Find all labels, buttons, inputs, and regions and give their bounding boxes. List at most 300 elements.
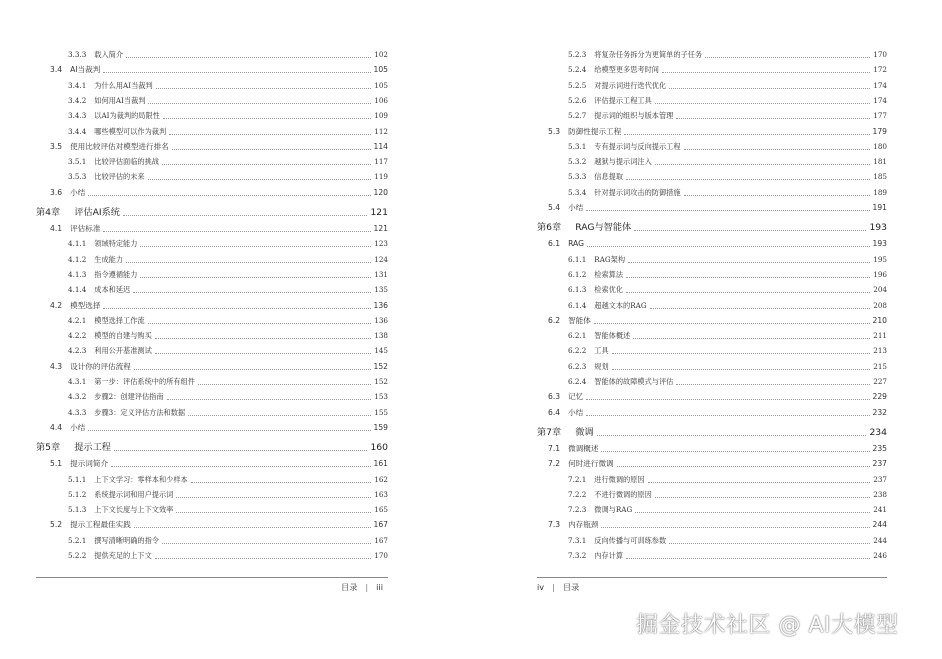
footer-left: 目录 | iii xyxy=(341,582,383,592)
toc-entry-number: 3.5.1 xyxy=(68,157,87,167)
toc-entry-number: 7.2 xyxy=(548,459,561,469)
toc-entry-page: 170 xyxy=(873,50,887,59)
toc-leader-dots xyxy=(133,292,371,293)
toc-leader-dots xyxy=(126,262,371,263)
toc-leader-dots xyxy=(684,149,871,150)
toc-subsection-entry xyxy=(568,297,887,311)
toc-leader-dots xyxy=(176,512,371,513)
toc-entry-number: 5.3.3 xyxy=(568,172,587,182)
toc-entry-number: 3.5.3 xyxy=(68,172,87,182)
toc-entry-title: 越狱与提示词注入 xyxy=(594,157,652,167)
toc-entry-title: 超越文本的RAG xyxy=(594,300,647,310)
toc-leader-dots xyxy=(626,558,870,559)
toc-entry-title: 内存瓶颈 xyxy=(568,520,599,530)
toc-entry-title: 模型选择 xyxy=(70,300,101,310)
toc-entry-title: 进行微调的原因 xyxy=(594,474,645,484)
toc-entry-page: 121 xyxy=(373,224,388,233)
toc-leader-dots xyxy=(612,353,871,354)
toc-entry-page: 237 xyxy=(873,474,887,484)
toc-entry-page: 131 xyxy=(374,269,388,279)
toc-entry-number: 6.1.4 xyxy=(568,300,587,310)
toc-subsection-entry xyxy=(68,327,388,341)
toc-leader-dots xyxy=(597,435,867,436)
toc-entry-page: 189 xyxy=(873,187,887,197)
toc-leader-dots xyxy=(586,210,869,211)
toc-entry-page: 138 xyxy=(374,331,388,341)
toc-subsection-entry xyxy=(68,153,388,167)
toc-subsection-entry xyxy=(568,251,887,265)
toc-leader-dots xyxy=(103,231,370,232)
toc-subsection-entry xyxy=(68,92,388,106)
toc-entry-page: 177 xyxy=(873,111,887,121)
toc-subsection-entry xyxy=(68,501,388,515)
toc-entry-page: 119 xyxy=(374,172,388,182)
toc-leader-dots xyxy=(111,466,370,467)
toc-entry-page: 160 xyxy=(370,442,388,454)
toc-entry-title: 领域特定能力 xyxy=(94,239,138,249)
toc-subsection-entry xyxy=(568,471,887,485)
toc-leader-dots xyxy=(626,292,870,293)
toc-entry-number: 7.2.3 xyxy=(568,505,587,515)
toc-entry-page: 210 xyxy=(872,315,887,325)
toc-entry-title: 评估AI系统 xyxy=(74,207,120,218)
toc-entry-title: 工具 xyxy=(594,346,609,356)
toc-entry-page: 185 xyxy=(873,172,887,182)
toc-entry-page: 102 xyxy=(374,50,388,59)
toc-leader-dots xyxy=(88,195,370,196)
toc-entry-title: 微调 xyxy=(575,426,594,438)
toc-entry-number: 4.4 xyxy=(50,422,63,432)
toc-leader-dots xyxy=(163,118,371,119)
toc-entry-page: 155 xyxy=(374,407,388,417)
toc-leader-dots xyxy=(123,215,367,216)
toc-entry-number: 5.2.7 xyxy=(568,111,587,121)
toc-entry-title: 规划 xyxy=(594,361,609,371)
toc-subsection-entry xyxy=(568,184,887,198)
toc-entry-title: 微调与RAG xyxy=(594,505,633,515)
toc-section-entry xyxy=(50,297,388,311)
toc-entry-page: 145 xyxy=(374,346,388,356)
toc-leader-dots xyxy=(114,450,367,451)
right-page xyxy=(471,0,942,659)
toc-entry-page: 152 xyxy=(373,361,388,371)
toc-entry-number: 4.2.1 xyxy=(68,315,87,325)
toc-subsection-entry xyxy=(568,327,887,341)
toc-entry-number: 6.4 xyxy=(548,407,561,417)
toc-leader-dots xyxy=(155,338,371,339)
toc-entry-title: 微调概述 xyxy=(568,443,599,453)
toc-entry-number: 4.1.4 xyxy=(68,285,87,295)
toc-entry-title: 小结 xyxy=(70,187,86,197)
toc-leader-dots xyxy=(156,88,372,89)
toc-entry-title: 小结 xyxy=(568,407,584,417)
toc-entry-page: 208 xyxy=(873,300,887,310)
toc-subsection-entry xyxy=(68,168,388,182)
toc-section-entry xyxy=(50,61,388,75)
toc-entry-title: 专有提示词与反向提示工程 xyxy=(594,141,681,151)
toc-entry-title: 模型的自建与购买 xyxy=(94,331,152,341)
toc-leader-dots xyxy=(633,338,870,339)
toc-subsection-entry xyxy=(568,266,887,280)
toc-subsection-entry xyxy=(68,235,388,249)
toc-entry-page: 106 xyxy=(374,95,388,105)
toc-entry-title: RAG与智能体 xyxy=(575,222,632,234)
toc-entry-number: 5.3.4 xyxy=(568,187,587,197)
toc-chapter-entry xyxy=(36,202,388,218)
toc-entry-number: 4.3.2 xyxy=(68,392,87,402)
toc-leader-dots xyxy=(617,466,870,467)
toc-leader-dots xyxy=(601,527,869,528)
toc-entry-title: 上下文长度与上下文效率 xyxy=(94,505,174,515)
toc-entry-title: 撰写清晰明确的指令 xyxy=(94,535,159,545)
toc-entry-page: 234 xyxy=(869,426,887,438)
toc-subsection-entry xyxy=(568,92,887,106)
toc-leader-dots xyxy=(586,415,869,416)
toc-section-entry xyxy=(548,199,887,213)
toc-entry-page: 211 xyxy=(873,331,887,341)
toc-leader-dots xyxy=(662,72,870,73)
toc-entry-number: 5.2.4 xyxy=(568,65,587,75)
toc-entry-number: 6.2 xyxy=(548,315,561,325)
toc-subsection-entry xyxy=(68,46,388,60)
toc-section-entry xyxy=(548,516,887,530)
toc-entry-number: 5.2.1 xyxy=(68,535,87,545)
toc-entry-title: 载入简介 xyxy=(94,50,124,59)
toc-entry-title: 将复杂任务拆分为更简单的子任务 xyxy=(594,50,703,59)
toc-entry-title: 小结 xyxy=(568,203,584,212)
toc-entry-title: 信息提取 xyxy=(594,172,624,182)
toc-entry-title: 成本和延迟 xyxy=(94,285,131,295)
toc-entry-title: 比较评估面临的挑战 xyxy=(94,157,159,167)
toc-entry-page: 241 xyxy=(873,505,887,515)
footer-label: 目录 xyxy=(341,582,358,592)
toc-entry-title: AI当裁判 xyxy=(70,65,101,75)
toc-entry-number: 7.3.2 xyxy=(568,551,587,560)
toc-subsection-entry xyxy=(568,168,887,182)
toc-entry-page: 174 xyxy=(873,95,887,105)
toc-leader-dots xyxy=(669,88,870,89)
toc-leader-dots xyxy=(140,246,371,247)
toc-entry-page: 179 xyxy=(872,126,887,136)
toc-entry-page: 244 xyxy=(872,520,887,530)
toc-entry-title: 为什么用AI当裁判 xyxy=(94,80,153,90)
toc-entry-number: 6.1.3 xyxy=(568,285,587,295)
toc-entry-page: 163 xyxy=(374,489,388,499)
toc-leader-dots xyxy=(134,527,371,528)
toc-subsection-entry xyxy=(568,107,887,121)
toc-subsection-entry xyxy=(568,486,887,500)
footer-rule xyxy=(36,577,388,578)
toc-entry-title: 对提示词进行迭代优化 xyxy=(594,80,667,90)
toc-entry-number: 第6章 xyxy=(537,222,562,234)
toc-entry-number: 第7章 xyxy=(537,426,562,438)
toc-leader-dots xyxy=(594,323,870,324)
toc-entry-title: 内存计算 xyxy=(594,551,624,560)
toc-leader-dots xyxy=(88,430,370,431)
toc-chapter-entry xyxy=(36,437,388,453)
toc-entry-title: RAG架构 xyxy=(594,254,626,264)
toc-entry-number: 6.1.2 xyxy=(568,269,587,279)
toc-leader-dots xyxy=(648,482,871,483)
toc-leader-dots xyxy=(650,308,871,309)
toc-entry-number: 6.3 xyxy=(548,392,561,402)
toc-entry-page: 105 xyxy=(373,65,388,75)
toc-entry-number: 7.2.1 xyxy=(568,474,587,484)
toc-leader-dots xyxy=(172,149,371,150)
toc-entry-page: 246 xyxy=(873,551,887,560)
toc-entry-page: 193 xyxy=(872,239,887,249)
toc-entry-title: 如何用AI当裁判 xyxy=(94,95,146,105)
toc-leader-dots xyxy=(103,308,370,309)
toc-entry-number: 第5章 xyxy=(36,442,61,454)
toc-leader-dots xyxy=(669,543,870,544)
footer-label: 目录 xyxy=(562,582,580,592)
toc-leader-dots xyxy=(628,262,870,263)
toc-subsection-entry xyxy=(68,373,388,387)
toc-leader-dots xyxy=(188,415,371,416)
toc-subsection-entry xyxy=(568,138,887,152)
toc-leader-dots xyxy=(162,543,371,544)
toc-entry-number: 3.4.1 xyxy=(68,80,87,90)
toc-subsection-entry xyxy=(68,251,388,265)
toc-section-entry xyxy=(548,455,887,469)
toc-leader-dots xyxy=(155,353,371,354)
toc-chapter-entry xyxy=(537,217,887,233)
toc-subsection-entry xyxy=(68,532,388,546)
toc-entry-title: 步骤3：定义评估方法和数据 xyxy=(94,407,186,417)
toc-entry-number: 6.2.2 xyxy=(568,346,587,356)
toc-entry-page: 213 xyxy=(873,346,887,356)
toc-subsection-entry xyxy=(68,471,388,485)
footer-right: iv | 目录 xyxy=(537,582,580,592)
toc-entry-title: 提示工程 xyxy=(74,442,111,454)
toc-entry-title: 提供充足的上下文 xyxy=(94,551,152,560)
toc-entry-title: 步骤2：创建评估指南 xyxy=(94,392,164,402)
toc-entry-number: 4.3 xyxy=(50,361,63,371)
toc-subsection-entry xyxy=(568,501,887,515)
toc-entry-number: 3.6 xyxy=(50,187,63,197)
toc-entry-number: 4.1.1 xyxy=(68,239,87,249)
toc-entry-number: 3.4.4 xyxy=(68,126,87,136)
toc-leader-dots xyxy=(148,323,372,324)
toc-entry-number: 5.4 xyxy=(548,203,561,212)
toc-subsection-entry xyxy=(68,312,388,326)
toc-leader-dots xyxy=(103,72,370,73)
toc-entry-number: 5.1.3 xyxy=(68,505,87,515)
toc-entry-title: RAG xyxy=(568,239,584,249)
toc-entry-page: 159 xyxy=(373,422,388,432)
toc-entry-number: 5.3.1 xyxy=(568,141,587,151)
toc-entry-page: 170 xyxy=(374,551,388,560)
toc-entry-page: 172 xyxy=(873,65,887,75)
toc-entry-title: 反向传播与可训练参数 xyxy=(594,535,667,545)
toc-entry-title: 记忆 xyxy=(568,392,584,402)
toc-entry-title: 评估标准 xyxy=(70,224,101,233)
toc-entry-title: 针对提示词攻击的防御措施 xyxy=(594,187,681,197)
toc-entry-title: 何时进行微调 xyxy=(568,459,614,469)
toc-entry-title: 小结 xyxy=(70,422,86,432)
toc-entry-page: 180 xyxy=(873,141,887,151)
toc-entry-page: 191 xyxy=(872,203,887,212)
toc-leader-dots xyxy=(148,103,371,104)
toc-entry-number: 4.2.2 xyxy=(68,331,87,341)
toc-entry-page: 135 xyxy=(374,285,388,295)
toc-subsection-entry xyxy=(68,107,388,121)
toc-entry-page: 196 xyxy=(873,269,887,279)
toc-entry-number: 3.4.3 xyxy=(68,111,87,121)
toc-entry-title: 提示词的组织与版本管理 xyxy=(594,111,674,121)
toc-entry-title: 指令遵循能力 xyxy=(94,269,138,279)
toc-entry-number: 5.1 xyxy=(50,459,63,469)
toc-subsection-entry xyxy=(68,486,388,500)
toc-subsection-entry xyxy=(68,281,388,295)
toc-entry-number: 5.2.2 xyxy=(68,551,87,560)
toc-entry-page: 229 xyxy=(872,392,887,402)
toc-entry-page: 215 xyxy=(873,361,887,371)
toc-leader-dots xyxy=(684,195,871,196)
toc-section-entry xyxy=(548,123,887,137)
toc-entry-number: 3.3.3 xyxy=(68,50,87,59)
toc-entry-page: 109 xyxy=(374,111,388,121)
toc-entry-page: 162 xyxy=(374,474,388,484)
toc-subsection-entry xyxy=(568,532,887,546)
toc-subsection-entry xyxy=(568,342,887,356)
toc-entry-page: 105 xyxy=(374,80,388,90)
toc-leader-dots xyxy=(612,369,871,370)
toc-entry-page: 136 xyxy=(374,315,388,325)
toc-leader-dots xyxy=(676,384,870,385)
toc-entry-title: 防御性提示工程 xyxy=(568,126,622,136)
toc-leader-dots xyxy=(162,164,371,165)
toc-leader-dots xyxy=(191,482,372,483)
toc-entry-number: 7.1 xyxy=(548,443,561,453)
toc-entry-number: 6.1.1 xyxy=(568,254,587,264)
toc-entry-page: 174 xyxy=(873,80,887,90)
toc-entry-number: 7.3 xyxy=(548,520,561,530)
toc-subsection-entry xyxy=(68,342,388,356)
toc-entry-number: 4.1 xyxy=(50,224,63,233)
toc-entry-page: 120 xyxy=(373,187,388,197)
toc-subsection-entry xyxy=(68,123,388,137)
toc-section-entry xyxy=(50,419,388,433)
toc-entry-title: 检索优化 xyxy=(594,285,624,295)
toc-entry-page: 165 xyxy=(374,505,388,515)
toc-entry-title: 哪些模型可以作为裁判 xyxy=(94,126,167,136)
toc-subsection-entry xyxy=(568,358,887,372)
toc-section-entry xyxy=(548,404,887,418)
toc-subsection-entry xyxy=(568,547,887,561)
toc-entry-page: 136 xyxy=(373,300,388,310)
toc-leader-dots xyxy=(167,399,372,400)
toc-entry-page: 181 xyxy=(873,157,887,167)
toc-leader-dots xyxy=(148,179,372,180)
toc-leader-dots xyxy=(626,277,870,278)
toc-entry-number: 5.2.3 xyxy=(568,50,587,59)
toc-entry-number: 3.4 xyxy=(50,65,63,75)
toc-entry-title: 不进行微调的原因 xyxy=(594,489,652,499)
toc-section-entry xyxy=(548,388,887,402)
toc-entry-number: 5.1.2 xyxy=(68,489,87,499)
footer-page-number: iv xyxy=(537,582,545,592)
toc-subsection-entry xyxy=(68,266,388,280)
toc-entry-page: 153 xyxy=(374,392,388,402)
toc-chapter-entry xyxy=(537,422,887,438)
toc-entry-number: 3.4.2 xyxy=(68,95,87,105)
toc-leader-dots xyxy=(676,118,870,119)
toc-entry-title: 提示工程最佳实践 xyxy=(70,520,131,530)
toc-subsection-entry xyxy=(568,153,887,167)
toc-entry-page: 244 xyxy=(873,535,887,545)
footer-page-number: iii xyxy=(376,582,383,592)
toc-entry-page: 167 xyxy=(374,535,388,545)
toc-entry-page: 235 xyxy=(872,443,887,453)
toc-entry-title: 智能体的故障模式与评估 xyxy=(594,377,674,386)
toc-leader-dots xyxy=(126,57,371,58)
toc-entry-number: 6.2.1 xyxy=(568,331,587,341)
toc-entry-title: 系统提示词和用户提示词 xyxy=(94,489,174,499)
toc-entry-page: 112 xyxy=(374,126,388,136)
toc-entry-title: 智能体 xyxy=(568,315,591,325)
toc-leader-dots xyxy=(655,497,870,498)
toc-entry-title: 智能体概述 xyxy=(594,331,631,341)
toc-entry-page: 167 xyxy=(373,520,388,530)
toc-entry-title: 设计你的评估流程 xyxy=(70,361,131,371)
toc-entry-number: 4.3.3 xyxy=(68,407,87,417)
toc-leader-dots xyxy=(635,512,870,513)
toc-subsection-entry xyxy=(568,281,887,295)
toc-leader-dots xyxy=(655,164,870,165)
toc-entry-page: 161 xyxy=(373,459,388,469)
toc-entry-title: 利用公开基准测试 xyxy=(94,346,152,356)
toc-subsection-entry xyxy=(68,404,388,418)
toc-subsection-entry xyxy=(568,46,887,60)
toc-entry-number: 4.3.1 xyxy=(68,377,87,386)
toc-leader-dots xyxy=(176,497,371,498)
toc-section-entry xyxy=(548,312,887,326)
toc-entry-title: 比较评估的未来 xyxy=(94,172,145,182)
toc-section-entry xyxy=(50,516,388,530)
toc-entry-title: 模型选择工作流 xyxy=(94,315,145,325)
toc-entry-number: 5.3 xyxy=(548,126,561,136)
toc-entry-number: 4.1.2 xyxy=(68,254,87,264)
toc-leader-dots xyxy=(626,179,870,180)
toc-entry-page: 204 xyxy=(873,285,887,295)
toc-leader-dots xyxy=(587,246,870,247)
toc-leader-dots xyxy=(134,369,371,370)
toc-entry-page: 238 xyxy=(873,489,887,499)
toc-entry-number: 第4章 xyxy=(36,207,61,218)
toc-entry-number: 4.2 xyxy=(50,300,63,310)
toc-entry-title: 生成能力 xyxy=(94,254,124,264)
toc-entry-page: 195 xyxy=(873,254,887,264)
toc-entry-number: 6.1 xyxy=(548,239,561,249)
toc-entry-title: 以AI为裁判的局限性 xyxy=(94,111,160,121)
watermark: 掘金技术社区 @ AI大模型 xyxy=(636,613,899,638)
toc-entry-number: 6.2.3 xyxy=(568,361,587,371)
toc-leader-dots xyxy=(634,230,866,231)
toc-section-entry xyxy=(50,138,388,152)
toc-entry-number: 5.2 xyxy=(50,520,63,530)
toc-entry-number: 7.3.1 xyxy=(568,535,587,545)
toc-leader-dots xyxy=(655,103,870,104)
toc-entry-page: 227 xyxy=(873,377,887,386)
toc-entry-number: 5.1.1 xyxy=(68,474,87,484)
toc-leader-dots xyxy=(169,134,371,135)
toc-entry-page: 121 xyxy=(370,207,388,218)
toc-subsection-entry xyxy=(68,388,388,402)
toc-entry-title: 提示词简介 xyxy=(70,459,109,469)
toc-leader-dots xyxy=(155,558,371,559)
